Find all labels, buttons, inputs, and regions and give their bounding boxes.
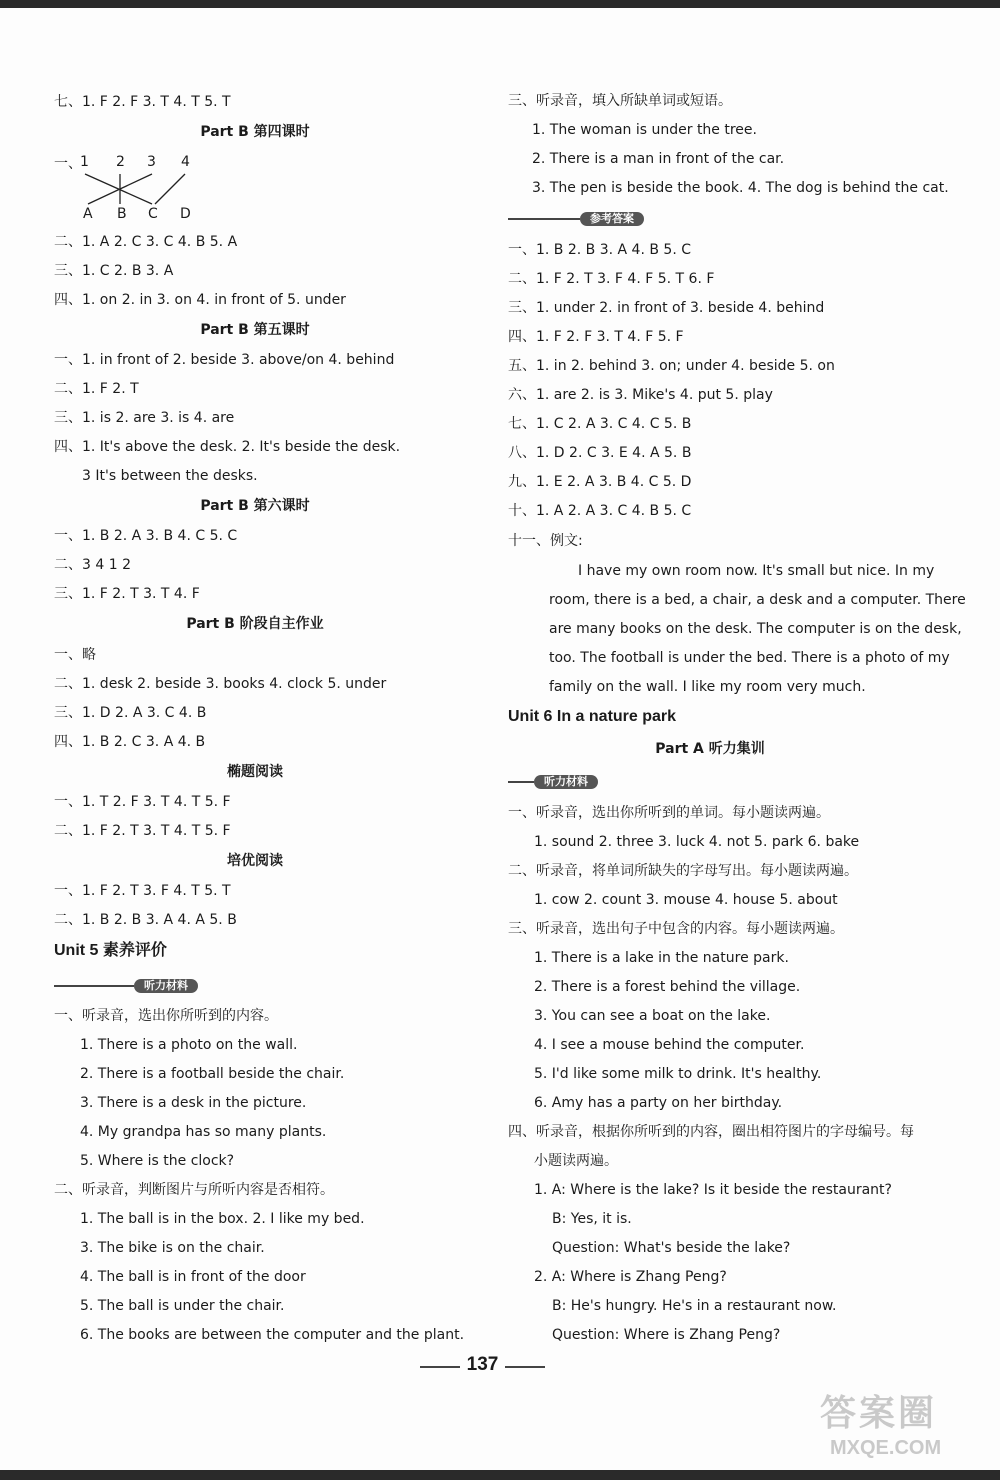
- script-line: Question: Where is Zhang Peng?: [552, 1327, 781, 1343]
- essay-line: too. The football is under the bed. There is a photo of my: [549, 650, 950, 666]
- answer-line: 一、1. B 2. B 3. A 4. B 5. C: [508, 242, 692, 258]
- match-bottom-c: C: [148, 206, 158, 222]
- answer-line: 二、1. F 2. T: [54, 381, 139, 397]
- question-line: 三、听录音，选出句子中包含的内容。每小题读两遍。: [508, 921, 844, 937]
- script-line: B: He's hungry. He's in a restaurant now.: [552, 1298, 837, 1314]
- answer-line: 十、1. A 2. A 3. C 4. B 5. C: [508, 503, 692, 519]
- answer-line: 二、1. F 2. T 3. T 4. T 5. F: [54, 823, 231, 839]
- match-top-1: 1: [80, 154, 89, 170]
- question-line: 二、听录音，判断图片与所听内容是否相符。: [54, 1182, 334, 1198]
- listening-material-tag: [54, 979, 204, 993]
- script-line: 3. You can see a boat on the lake.: [534, 1008, 771, 1024]
- question-line: 小题读两遍。: [534, 1153, 618, 1169]
- answer-line: 三、1. C 2. B 3. A: [54, 263, 174, 279]
- match-prefix: 一、: [54, 156, 82, 172]
- reference-answer-tag: [508, 212, 658, 226]
- answer-line: 七、1. C 2. A 3. C 4. C 5. B: [508, 416, 692, 432]
- script-line: 2. There is a forest behind the village.: [534, 979, 801, 995]
- bottom-border: [0, 1470, 1000, 1480]
- question-line: 四、听录音，根据你所听到的内容，圈出相符图片的字母编号。每: [508, 1124, 914, 1140]
- script-line: 4. I see a mouse behind the computer.: [534, 1037, 805, 1053]
- essay-line: are many books on the desk. The computer is on the desk,: [549, 621, 962, 637]
- script-line: 6. The books are between the computer and the plant.: [80, 1327, 465, 1343]
- match-top-2: 2: [116, 154, 125, 170]
- script-line: 2. There is a man in front of the car.: [532, 151, 785, 167]
- script-line: 1. There is a lake in the nature park.: [534, 950, 789, 966]
- watermark-title: 答案圈: [820, 1393, 938, 1434]
- answer-line: 七、1. F 2. F 3. T 4. T 5. T: [54, 94, 231, 110]
- match-bottom-b: B: [117, 206, 127, 222]
- matching-diagram: [70, 154, 200, 224]
- script-line: 1. The ball is in the box. 2. I like my bed.: [80, 1211, 365, 1227]
- essay-line: room, there is a bed, a chair, a desk and a computer. There: [549, 592, 966, 608]
- section-heading: Part B 第四课时: [200, 124, 310, 140]
- section-heading: Part B 第五课时: [200, 322, 310, 338]
- question-line: 一、听录音，选出你所听到的内容。: [54, 1008, 278, 1024]
- answer-line: 一、1. B 2. A 3. B 4. C 5. C: [54, 528, 238, 544]
- script-line: 6. Amy has a party on her birthday.: [534, 1095, 783, 1111]
- script-line: 2. There is a football beside the chair.: [80, 1066, 345, 1082]
- script-line: 3. The pen is beside the book. 4. The dog is behind the cat.: [532, 180, 949, 196]
- essay-line: family on the wall. I like my room very much.: [549, 679, 866, 695]
- script-line: 1. cow 2. count 3. mouse 4. house 5. about: [534, 892, 838, 908]
- watermark-url: MXQE.COM: [830, 1437, 942, 1459]
- watermark-logo: [820, 1385, 990, 1470]
- page-number: [420, 1354, 545, 1378]
- answer-line: 六、1. are 2. is 3. Mike's 4. put 5. play: [508, 387, 773, 403]
- answer-line: 三、1. D 2. A 3. C 4. B: [54, 705, 207, 721]
- answer-line: 四、1. It's above the desk. 2. It's beside the desk.: [54, 439, 401, 455]
- answer-line: 四、1. B 2. C 3. A 4. B: [54, 734, 206, 750]
- essay-line: I have my own room now. It's small but nice. In my: [578, 563, 935, 579]
- answer-line: 二、1. desk 2. beside 3. books 4. clock 5. under: [54, 676, 387, 692]
- unit-heading: Unit 5 素养评价: [54, 942, 167, 959]
- answer-line: 一、略: [54, 647, 96, 663]
- answer-line: 三、1. under 2. in front of 3. beside 4. behind: [508, 300, 825, 316]
- answer-line: 四、1. on 2. in 3. on 4. in front of 5. under: [54, 292, 346, 308]
- script-line: 3. There is a desk in the picture.: [80, 1095, 307, 1111]
- section-heading: Part B 第六课时: [200, 498, 310, 514]
- script-line: 1. There is a photo on the wall.: [80, 1037, 298, 1053]
- answer-line: 二、1. A 2. C 3. C 4. B 5. A: [54, 234, 238, 250]
- question-line: 三、听录音，填入所缺单词或短语。: [508, 93, 732, 109]
- section-heading: 椭题阅读: [227, 764, 283, 780]
- section-heading: Part A 听力集训: [655, 741, 765, 757]
- script-line: 1. sound 2. three 3. luck 4. not 5. park 6. bake: [534, 834, 860, 850]
- script-line: B: Yes, it is.: [552, 1211, 632, 1227]
- script-line: 1. A: Where is the lake? Is it beside the restaurant?: [534, 1182, 892, 1198]
- answer-line: 二、1. F 2. T 3. F 4. F 5. T 6. F: [508, 271, 715, 287]
- answer-line: 八、1. D 2. C 3. E 4. A 5. B: [508, 445, 692, 461]
- script-line: 4. The ball is in front of the door: [80, 1269, 306, 1285]
- answer-line: 四、1. F 2. F 3. T 4. F 5. F: [508, 329, 684, 345]
- script-line: 5. The ball is under the chair.: [80, 1298, 285, 1314]
- script-line: 5. I'd like some milk to drink. It's healthy.: [534, 1066, 822, 1082]
- answer-line: 五、1. in 2. behind 3. on; under 4. beside 5. on: [508, 358, 835, 374]
- script-line: Question: What's beside the lake?: [552, 1240, 791, 1256]
- script-line: 2. A: Where is Zhang Peng?: [534, 1269, 727, 1285]
- question-line: 一、听录音，选出你所听到的单词。每小题读两遍。: [508, 805, 830, 821]
- answer-line: 3 It's between the desks.: [82, 468, 258, 484]
- answer-line: 一、1. in front of 2. beside 3. above/on 4. behind: [54, 352, 395, 368]
- match-top-4: 4: [181, 154, 190, 170]
- script-line: 1. The woman is under the tree.: [532, 122, 757, 138]
- listening-material-tag: [508, 775, 658, 789]
- answer-line: 三、1. is 2. are 3. is 4. are: [54, 410, 235, 426]
- answer-line: 十一、例文:: [508, 533, 583, 549]
- script-line: 5. Where is the clock?: [80, 1153, 235, 1169]
- script-line: 3. The bike is on the chair.: [80, 1240, 265, 1256]
- page-number-text: 137: [466, 1354, 499, 1375]
- question-line: 二、听录音，将单词所缺失的字母写出。每小题读两遍。: [508, 863, 858, 879]
- tag-label: 听力材料: [534, 775, 598, 789]
- answer-line: 三、1. F 2. T 3. T 4. F: [54, 586, 200, 602]
- section-heading: 培优阅读: [227, 853, 283, 869]
- match-bottom-d: D: [180, 206, 191, 222]
- top-border: [0, 0, 1000, 8]
- answer-line: 一、1. F 2. T 3. F 4. T 5. T: [54, 883, 231, 899]
- unit-heading: Unit 6 In a nature park: [508, 708, 677, 725]
- answer-line: 一、1. T 2. F 3. T 4. T 5. F: [54, 794, 231, 810]
- answer-line: 二、3 4 1 2: [54, 557, 131, 573]
- script-line: 4. My grandpa has so many plants.: [80, 1124, 327, 1140]
- tag-label: 参考答案: [580, 212, 644, 226]
- tag-label: 听力材料: [134, 979, 198, 993]
- answer-line: 二、1. B 2. B 3. A 4. A 5. B: [54, 912, 237, 928]
- match-bottom-a: A: [83, 206, 93, 222]
- match-top-3: 3: [147, 154, 156, 170]
- answer-line: 九、1. E 2. A 3. B 4. C 5. D: [508, 474, 692, 490]
- section-heading: Part B 阶段自主作业: [186, 616, 324, 632]
